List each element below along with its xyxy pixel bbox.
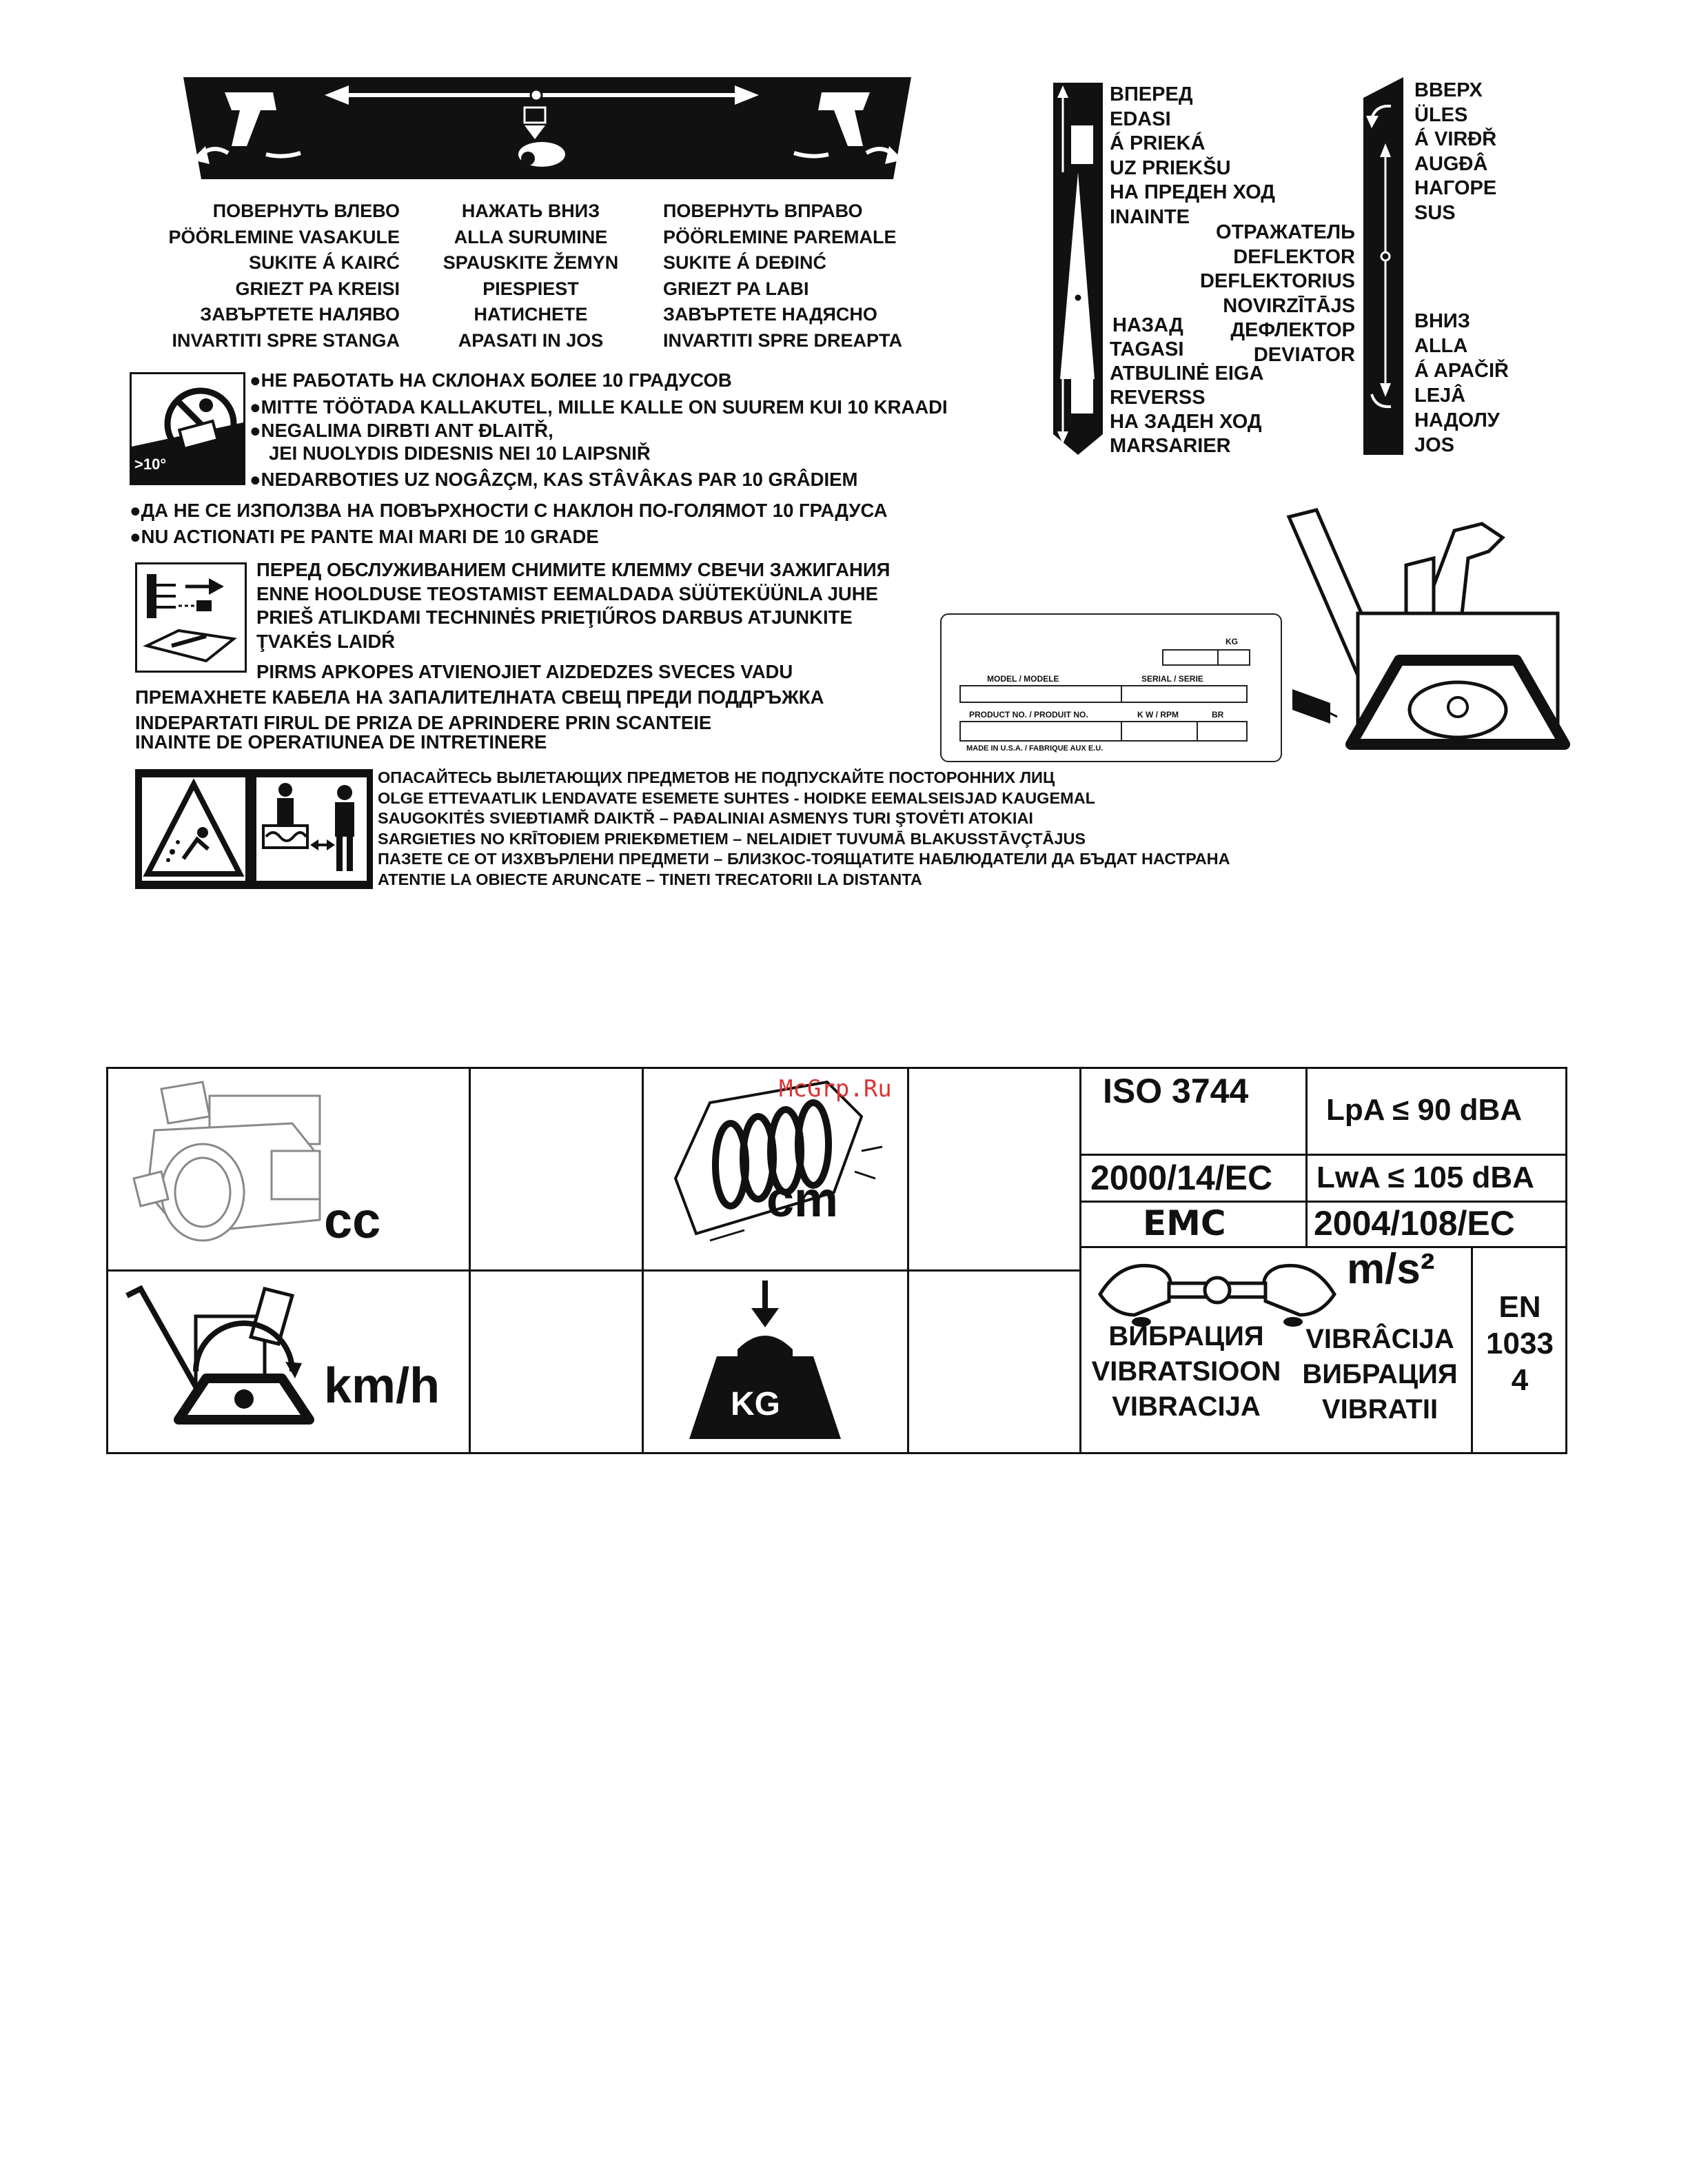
slope-line: JEI NUOLYDIS DIDESNIS NEI 10 LAIPSNIŘ	[269, 442, 651, 464]
forward-label: НА ПРЕДЕН ХОД	[1110, 181, 1275, 203]
rotate-right-label: SUKITE Á DEĐINĆ	[663, 252, 827, 273]
vibration-right-labels	[1290, 1322, 1470, 1427]
auger-icon	[655, 1075, 889, 1261]
rotate-right-label: PÖÖRLEMINE PAREMALE	[663, 226, 897, 247]
rotate-right-label: ЗАВЪРТЕТЕ НАДЯСНО	[663, 304, 877, 325]
rotate-left-label: PÖÖRLEMINE VASAKULE	[168, 226, 400, 247]
en-standard-label	[1474, 1289, 1566, 1398]
deflector-label: ДЕФЛЕКТОР	[1230, 319, 1355, 341]
kg-label: KG	[731, 1386, 780, 1422]
vibration-left-label: ВИБРАЦИЯ	[1108, 1321, 1264, 1351]
directive-label: 2000/14/EC	[1090, 1159, 1273, 1197]
table-divider	[1471, 1246, 1473, 1454]
press-down-label: НАЖАТЬ ВНИЗ	[461, 201, 600, 221]
deflector-up-label: НАГОРЕ	[1414, 177, 1497, 199]
deflector-up-label: ВВЕРХ	[1414, 79, 1483, 101]
deflector-down-label: ВНИЗ	[1414, 310, 1470, 332]
watermark: McGrp.Ru	[779, 1075, 892, 1103]
thrown-objects-line: ОПАСАЙТЕСЬ ВЫЛЕТАЮЩИХ ПРЕДМЕТОВ НЕ ПОДПУСКАЙТЕ ПОСТОРОННИХ ЛИЦ	[378, 768, 1055, 786]
rotate-left-label: ЗАВЪРТЕТЕ НАЛЯВО	[200, 304, 400, 325]
reverse-label: ATBULINĖ EIGA	[1110, 363, 1264, 385]
rotate-left-label: GRIEZT PA KREISI	[235, 278, 400, 299]
deflector-label: DEVIATOR	[1253, 343, 1355, 366]
table-divider	[1079, 1067, 1081, 1454]
reverse-label: НАЗАД	[1112, 314, 1183, 336]
rotate-left-label: INVARTITI SPRE STANGA	[172, 329, 400, 351]
slope-line: ●NEDARBOTIES UZ NOGÂZÇM, KAS STÂVÂKAS PAR 10 GRÂDIEM	[250, 469, 858, 490]
plate-product-divider	[1121, 721, 1122, 742]
slope-line: ●НЕ РАБОТАТЬ НА СКЛОНАХ БОЛЕЕ 10 ГРАДУСОВ	[250, 369, 732, 391]
deflector-down-label: JOS	[1414, 434, 1455, 456]
press-down-label: SPAUSKITE ŽEMYN	[443, 252, 619, 273]
rotate-right-label: ПОВЕРНУТЬ ВПРАВО	[663, 201, 863, 221]
thrown-objects-line: SAUGOKITĖS SVIEĐTIAMŘ DAIKTŘ – PAĐALINIAI ASMENYS TURI ŞTOVĖTI ATOKIAI	[378, 809, 1033, 827]
thrown-objects-line: ATENTIE LA OBIECTE ARUNCATE – TINETI TRECATORII LA DISTANTA	[378, 870, 922, 888]
plate-model-box	[959, 685, 1248, 703]
press-down-label: ALLA SURUMINE	[454, 226, 608, 247]
drive-direction-decal	[1053, 83, 1103, 455]
slope-warning-icon	[130, 372, 245, 485]
deflector-up-label: Á VIRĐŘ	[1414, 128, 1497, 150]
maintenance-text	[256, 558, 890, 684]
slope-degree-label: >10°	[134, 456, 167, 473]
deflector-label: NOVIRZĪTĀJS	[1223, 294, 1355, 317]
plate-kg-box	[1162, 649, 1250, 666]
table-divider	[1079, 1246, 1567, 1248]
snowblower-drawing	[1227, 510, 1613, 772]
forward-label: INAINTE	[1110, 205, 1190, 228]
forward-label: ВПЕРЕД	[1110, 83, 1193, 105]
cc-label: cc	[324, 1192, 381, 1249]
deflector-down-label: Á APAČIŘ	[1414, 360, 1509, 382]
forward-label: UZ PRIEKŠU	[1110, 156, 1231, 179]
slope-line: ●NU ACTIONATI PE PANTE MAI MARI DE 10 GRADE	[130, 526, 599, 547]
forward-label: Á PRIEKÁ	[1110, 132, 1206, 154]
snowblower-speed-icon	[113, 1275, 334, 1447]
rotate-left-label: SUKITE Á KAIRĆ	[248, 252, 400, 273]
press-down-label: APASATI IN JOS	[458, 329, 604, 351]
id-plate	[940, 613, 1282, 762]
plate-kw-divider	[1197, 721, 1198, 742]
deflector-label: DEFLEKTORIUS	[1199, 270, 1355, 292]
table-divider	[1079, 1201, 1567, 1203]
plate-br-label: BR	[1212, 710, 1224, 720]
forward-label: EDASI	[1110, 108, 1171, 130]
table-divider	[642, 1067, 644, 1454]
vibration-hands-icon	[1093, 1253, 1341, 1329]
deflector-labels	[1172, 221, 1355, 367]
thrown-objects-line: ПАЗЕТЕ СЕ ОТ ИЗХВЪРЛЕНИ ПРЕДМЕТИ – БЛИЗКОС-ТОЯЩАТИТЕ НАБЛЮДАТЕЛИ ДА БЪДАТ НАСТРАНА	[378, 850, 1230, 868]
maintenance-line: ПРЕМАХНЕТЕ КАБЕЛА НА ЗАПАЛИТЕЛНАТА СВЕЩ ПРЕДИ ПОДДРЪЖКА	[135, 686, 824, 708]
plate-kg-label: KG	[1226, 637, 1238, 646]
deflector-label: ОТРАЖАТЕЛЬ	[1216, 221, 1355, 243]
iso-label: ISO 3744	[1103, 1072, 1249, 1110]
plate-serial-label: SERIAL / SERIE	[1141, 674, 1203, 684]
slope-warning-text-wide	[130, 498, 887, 550]
reverse-label: НА ЗАДЕН ХОД	[1110, 411, 1262, 433]
plate-product-box	[959, 721, 1248, 742]
plate-made-in-label: MADE IN U.S.A. / FABRIQUE AUX E.U.	[966, 744, 1104, 753]
spark-plug-wire-icon	[137, 564, 245, 671]
deflector-down-labels	[1414, 309, 1509, 458]
deflector-decal	[1363, 77, 1403, 455]
rotate-right-labels	[663, 198, 902, 354]
deflector-up-label: SUS	[1414, 201, 1456, 224]
slope-line: ●MITTE TÖÖTADA KALLAKUTEL, MILLE KALLE ON SUUREM KUI 10 KRAADI	[250, 396, 948, 418]
table-divider	[907, 1067, 909, 1454]
vibration-unit-label: m/s²	[1347, 1245, 1435, 1293]
maintenance-line: PRIEŠ ATLIKDAMI TECHNINĖS PRIEŢIŰROS DARBUS ATJUNKITE	[256, 606, 853, 628]
table-divider	[1305, 1067, 1308, 1247]
vibration-right-label: VIBRATII	[1321, 1394, 1438, 1425]
maintenance-line: INAINTE DE OPERATIUNEA DE INTRETINERE	[135, 731, 547, 753]
rotate-right-label: INVARTITI SPRE DREAPTA	[663, 329, 903, 351]
table-divider	[1079, 1154, 1567, 1156]
maintenance-line: ENNE HOOLDUSE TEOSTAMIST EEMALDADA SÜÜTEKÜÜNLA JUHE	[256, 582, 878, 604]
deflector-down-label: НАДОЛУ	[1414, 409, 1500, 431]
table-divider	[106, 1269, 1081, 1272]
plate-kw-label: K W / RPM	[1137, 710, 1179, 720]
warning-triangle-icon	[142, 777, 245, 881]
reverse-label: MARSARIER	[1110, 435, 1231, 457]
reverse-label: REVERSS	[1110, 387, 1206, 409]
vibration-left-label: VIBRACIJA	[1112, 1391, 1261, 1422]
slope-line: ●NEGALIMA DIRBTI ANT ĐLAITŘ,	[250, 420, 553, 441]
rotate-left-labels	[117, 198, 400, 354]
press-down-labels	[414, 198, 648, 354]
emc-label: EMC	[1143, 1203, 1226, 1243]
slope-line: ●ДА НЕ СЕ ИЗПОЛЗВА НА ПОВЪРХНОСТИ С НАКЛОН ПО-ГОЛЯМОТ 10 ГРАДУСА	[130, 500, 888, 521]
thrown-objects-icon	[135, 769, 373, 889]
kmh-label: km/h	[324, 1358, 440, 1414]
maintenance-line: INDEPARTATI FIRUL DE PRIZA DE APRINDERE PRIN SCANTEIE	[135, 712, 712, 733]
thrown-objects-text	[378, 768, 1230, 890]
lwa-label: LwA ≤ 105 dBA	[1316, 1161, 1534, 1194]
press-down-label: PIESPIEST	[482, 278, 579, 299]
deflector-up-labels	[1414, 79, 1496, 225]
deflector-down-label: ALLA	[1414, 335, 1468, 357]
plate-kg-box-divider	[1217, 649, 1219, 666]
rotate-right-label: GRIEZT PA LABI	[663, 278, 809, 299]
press-down-label: НАТИСНЕТЕ	[474, 304, 588, 325]
deflector-label: DEFLEKTOR	[1233, 245, 1355, 268]
reverse-label: TAGASI	[1110, 338, 1184, 360]
plate-product-label: PRODUCT NO. / PRODUIT NO.	[969, 710, 1088, 720]
vibration-left-label: VIBRATSIOON	[1091, 1356, 1281, 1387]
thrown-objects-line: OLGE ETTEVAATLIK LENDAVATE ESEMETE SUHTES - HOIDKE EEMALSEISJAD KAUGEMAL	[378, 788, 1096, 807]
deflector-up-label: AUGĐÂ	[1414, 152, 1488, 175]
en-standard-line: EN	[1498, 1290, 1541, 1324]
lpa-label: LpA ≤ 90 dBA	[1326, 1093, 1523, 1127]
deflector-up-label: ÜLES	[1414, 103, 1468, 126]
slope-warning-text	[250, 367, 948, 493]
chute-rotation-decal	[183, 77, 911, 179]
cm-label: cm	[766, 1172, 839, 1227]
vibration-right-label: ВИБРАЦИЯ	[1302, 1359, 1458, 1389]
vibration-right-label: VIBRÂCIJA	[1305, 1324, 1454, 1354]
thrown-objects-line: SARGIETIES NO KRĪTOĐIEM PRIEKĐMETIEM – NELAIDIET TUVUMĀ BLAKUSSTĀVÇTĀJUS	[378, 829, 1086, 848]
spark-plug-icon	[135, 562, 247, 673]
en-standard-line: 4	[1511, 1363, 1529, 1397]
rotate-left-label: ПОВЕРНУТЬ ВЛЕВО	[212, 201, 400, 221]
maintenance-line: ŢVAKĖS LAIDŔ	[256, 630, 396, 652]
emc-directive-label: 2004/108/EC	[1314, 1204, 1515, 1243]
bystander-distance-icon	[256, 777, 367, 881]
forward-labels	[1110, 83, 1275, 229]
maintenance-line: PIRMS APKOPES ATVIENOJIET AIZDEDZES SVECES VADU	[256, 661, 793, 682]
plate-model-divider	[1121, 685, 1122, 703]
en-standard-line: 1033	[1486, 1327, 1554, 1360]
table-divider	[469, 1067, 471, 1454]
deflector-down-label: LEJÂ	[1414, 385, 1466, 407]
plate-model-label: MODEL / MODELE	[987, 674, 1059, 684]
maintenance-text-wide	[135, 686, 824, 752]
vibration-left-labels	[1086, 1319, 1286, 1425]
maintenance-line: ПЕРЕД ОБСЛУЖИВАНИЕМ СНИМИТЕ КЛЕММУ СВЕЧИ ЗАЖИГАНИЯ	[256, 559, 891, 580]
